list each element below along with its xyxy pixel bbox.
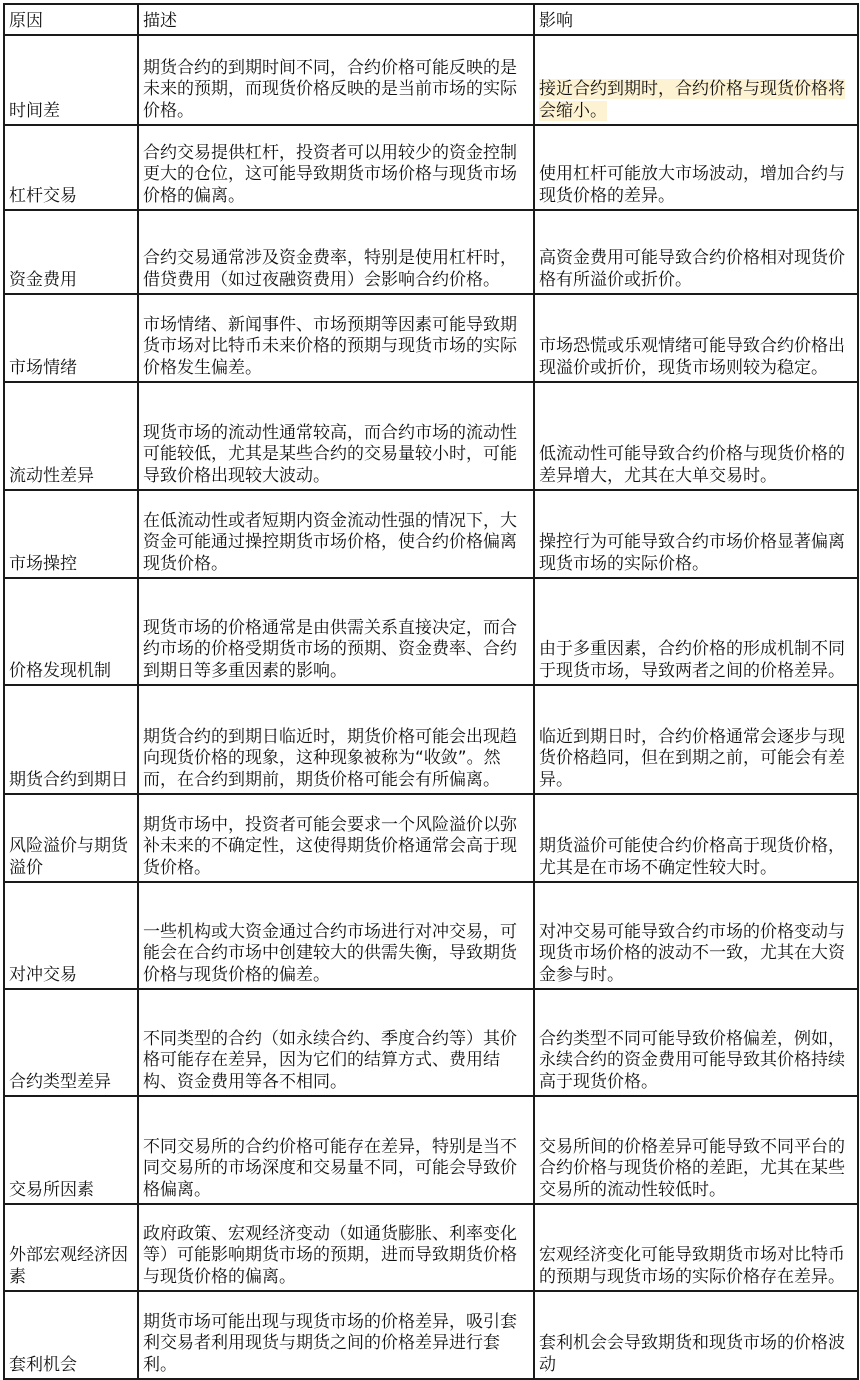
cell-reason: 时间差 — [4, 35, 138, 125]
cell-impact: 临近到期日时，合约价格通常会逐步与现货价格趋同，但在到期之前，可能会有差异。 — [534, 685, 858, 794]
cell-reason: 市场情绪 — [4, 294, 138, 382]
cell-reason: 流动性差异 — [4, 382, 138, 490]
table-row — [4, 1096, 858, 1204]
cell-impact: 操控行为可能导致合约市场价格显著偏离现货市场的实际价格。 — [534, 490, 858, 578]
cell-description: 现货市场的流动性通常较高，而合约市场的流动性可能较低，尤其是某些合约的交易量较小时，可能导致价格出现较大波动。 — [138, 382, 534, 490]
header-reason: 原因 — [4, 4, 138, 35]
cell-description: 期货合约的到期日临近时，期货价格可能会出现趋向现货价格的现象，这种现象被称为“收敛”。然而，在合约到期前，期货价格可能会有所偏离。 — [138, 685, 534, 794]
cell-reason: 期货合约到期日 — [4, 685, 138, 794]
cell-reason: 风险溢价与期货溢价 — [4, 794, 138, 882]
cell-impact: 使用杠杆可能放大市场波动，增加合约与现货价格的差异。 — [534, 125, 858, 210]
table-row — [4, 382, 858, 490]
cell-description: 现货市场的价格通常是由供需关系直接决定，而合约市场的价格受期货市场的预期、资金费率、合约到期日等多重因素的影响。 — [138, 578, 534, 685]
cell-description: 不同类型的合约（如永续合约、季度合约等）其价格可能存在差异，因为它们的结算方式、费用结构、资金费用等各不相同。 — [138, 989, 534, 1096]
table-header-row — [4, 4, 858, 35]
cell-description: 期货市场中，投资者可能会要求一个风险溢价以弥补未来的不确定性，这使得期货价格通常会高于现货价格。 — [138, 794, 534, 882]
table-row — [4, 490, 858, 578]
cell-impact: 套利机会会导致期货和现货市场的价格波动 — [534, 1291, 858, 1379]
table-row — [4, 125, 858, 210]
table-row — [4, 210, 858, 294]
cell-description: 一些机构或大资金通过合约市场进行对冲交易，可能会在合约市场中创建较大的供需失衡，导致期货价格与现货价格的偏差。 — [138, 882, 534, 989]
table-row — [4, 989, 858, 1096]
cell-impact: 由于多重因素，合约价格的形成机制不同于现货市场，导致两者之间的价格差异。 — [534, 578, 858, 685]
table-row — [4, 685, 858, 794]
highlighted-text: 接近合约到期时，合约价格与现货价格将会缩小。 — [539, 79, 845, 121]
cell-impact: 合约类型不同可能导致价格偏差，例如，永续合约的资金费用可能导致其价格持续高于现货价格。 — [534, 989, 858, 1096]
table-row — [4, 794, 858, 882]
cell-description: 合约交易提供杠杆，投资者可以用较少的资金控制更大的仓位，这可能导致期货市场价格与现货市场价格的偏离。 — [138, 125, 534, 210]
cell-description: 期货市场可能出现与现货市场的价格差异，吸引套利交易者利用现货与期货之间的价格差异进行套利。 — [138, 1291, 534, 1379]
cell-impact: 交易所间的价格差异可能导致不同平台的合约价格与现货价格的差距，尤其在某些交易所的流动性较低时。 — [534, 1096, 858, 1204]
cell-reason: 合约类型差异 — [4, 989, 138, 1096]
table-row — [4, 294, 858, 382]
cell-reason: 交易所因素 — [4, 1096, 138, 1204]
table-row — [4, 1291, 858, 1379]
cell-impact: 宏观经济变化可能导致期货市场对比特币的预期与现货市场的实际价格存在差异。 — [534, 1204, 858, 1291]
cell-reason: 杠杆交易 — [4, 125, 138, 210]
cell-reason: 外部宏观经济因素 — [4, 1204, 138, 1291]
cell-description: 合约交易通常涉及资金费率，特别是使用杠杆时，借贷费用（如过夜融资费用）会影响合约价格。 — [138, 210, 534, 294]
cell-reason: 对冲交易 — [4, 882, 138, 989]
table-row — [4, 35, 858, 125]
table-row — [4, 1204, 858, 1291]
cell-description: 市场情绪、新闻事件、市场预期等因素可能导致期货市场对比特币未来价格的预期与现货市场的实际价格发生偏差。 — [138, 294, 534, 382]
cell-reason: 套利机会 — [4, 1291, 138, 1379]
comparison-table — [3, 3, 859, 1380]
header-description: 描述 — [138, 4, 534, 35]
cell-reason: 市场操控 — [4, 490, 138, 578]
cell-reason: 价格发现机制 — [4, 578, 138, 685]
cell-impact: 期货溢价可能使合约价格高于现货价格，尤其是在市场不确定性较大时。 — [534, 794, 858, 882]
cell-impact: 对冲交易可能导致合约市场的价格变动与现货市场价格的波动不一致，尤其在大资金参与时。 — [534, 882, 858, 989]
cell-description: 政府政策、宏观经济变动（如通货膨胀、利率变化等）可能影响期货市场的预期，进而导致期货价格与现货价格的偏离。 — [138, 1204, 534, 1291]
cell-impact: 低流动性可能导致合约价格与现货价格的差异增大，尤其在大单交易时。 — [534, 382, 858, 490]
cell-description: 不同交易所的合约价格可能存在差异，特别是当不同交易所的市场深度和交易量不同，可能会导致价格偏离。 — [138, 1096, 534, 1204]
cell-reason: 资金费用 — [4, 210, 138, 294]
table-row — [4, 578, 858, 685]
table-row — [4, 882, 858, 989]
cell-impact: 市场恐慌或乐观情绪可能导致合约价格出现溢价或折价，现货市场则较为稳定。 — [534, 294, 858, 382]
cell-impact — [534, 35, 858, 125]
cell-description: 期货合约的到期时间不同，合约价格可能反映的是未来的预期，而现货价格反映的是当前市场的实际价格。 — [138, 35, 534, 125]
cell-description: 在低流动性或者短期内资金流动性强的情况下，大资金可能通过操控期货市场价格，使合约价格偏离现货价格。 — [138, 490, 534, 578]
cell-impact: 高资金费用可能导致合约价格相对现货价格有所溢价或折价。 — [534, 210, 858, 294]
header-impact: 影响 — [534, 4, 858, 35]
